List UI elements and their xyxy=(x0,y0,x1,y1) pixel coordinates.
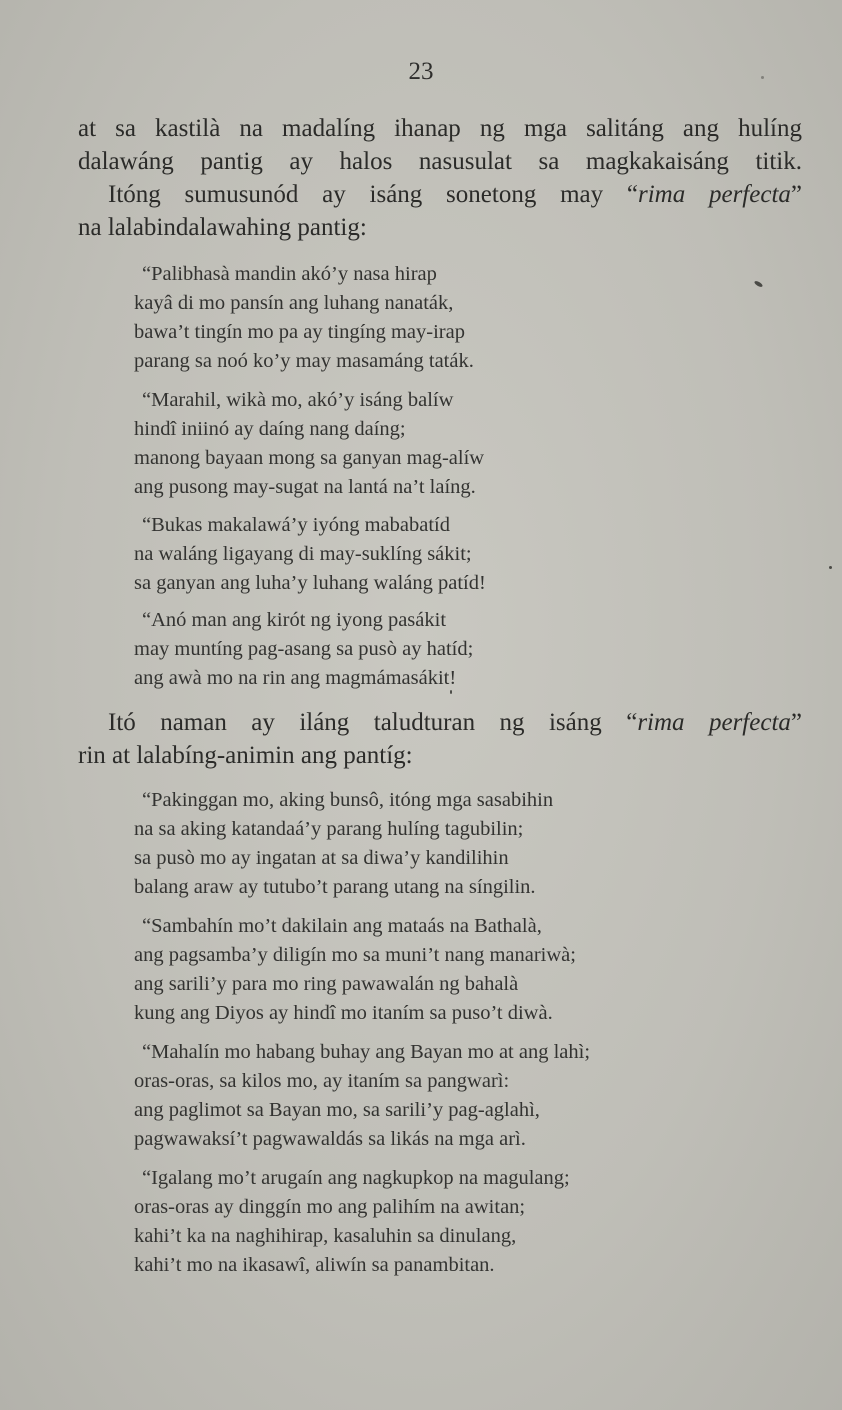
verse-line: “Igalang mo’t arugaín ang nagkupkop na magulang; xyxy=(142,1167,570,1189)
verse-line: balang araw ay tutubo’t parang utang na síngilin. xyxy=(134,876,536,898)
intro-paragraph xyxy=(78,112,802,178)
sonnet-intro-text: Itóng sumusunód ay isáng sonetong may xyxy=(108,181,627,208)
verse-line: sa pusò mo ay ingatan at sa diwa’y kandilihin xyxy=(134,847,509,869)
verse-line: “Pakinggan mo, aking bunsô, itóng mga sasabihin xyxy=(142,789,554,811)
verse-line: “Anó man ang kirót ng iyong pasákit xyxy=(142,609,447,631)
poem-stanza-1 xyxy=(134,786,590,902)
sonnet xyxy=(134,260,486,693)
verse-line: na sa aking katandaá’y parang hulíng tagubilin; xyxy=(134,818,524,840)
rima-perfecta-term: rima perfecta xyxy=(638,181,791,208)
paper-speck xyxy=(450,690,452,694)
verse-line: ang pusong may-sugat na lantá na’t laíng. xyxy=(134,476,476,498)
verse-line: “Mahalín mo habang buhay ang Bayan mo at ang lahì; xyxy=(142,1041,591,1063)
quote-close: ” xyxy=(790,181,803,208)
sonnet-stanza-1 xyxy=(134,260,486,376)
verse-line: parang sa noó ko’y may masamáng taták. xyxy=(134,350,474,372)
verse-line: “Marahil, wikà mo, akó’y isáng balíw xyxy=(142,389,454,411)
quote-open: “ xyxy=(626,181,638,208)
verse-line: “Palibhasà mandin akó’y nasa hirap xyxy=(142,263,437,285)
verse-line: oras-oras, sa kilos mo, ay itaním sa pangwarì: xyxy=(134,1070,510,1092)
poem-intro-line-2: rin at lalabíng-animin ang pantíg: xyxy=(78,742,413,769)
verse-line: ang awà mo na rin ang magmámasákit! xyxy=(134,667,457,689)
verse-line: bawa’t tingín mo pa ay tingíng may-irap xyxy=(134,321,465,343)
paper-speck xyxy=(754,280,764,288)
poem-intro-paragraph xyxy=(78,706,802,772)
intro-line-1: at sa kastilà na madalíng ihanap ng mga salitáng ang hulíng xyxy=(78,115,802,142)
verse-line: ang pagsamba’y diligín mo sa muni’t nang manariwà; xyxy=(134,944,576,966)
sonnet-stanza-3 xyxy=(134,511,486,598)
quote-open: “ xyxy=(626,709,638,736)
intro-line-2: dalawáng pantig ay halos nasusulat sa magkakaisáng titik. xyxy=(78,148,802,175)
sonnet-intro-paragraph xyxy=(78,178,802,244)
sonnet-intro-line-1 xyxy=(78,178,802,211)
rima-perfecta-term: rima perfecta xyxy=(637,709,791,736)
verse-line: pagwawaksí’t pagwawaldás sa likás na mga arì. xyxy=(134,1128,526,1150)
verse-line: ang paglimot sa Bayan mo, sa sarili’y pag-aglahì, xyxy=(134,1099,540,1121)
verse-line: oras-oras ay dinggín mo ang palihím na awitan; xyxy=(134,1196,526,1218)
verse-line: sa ganyan ang luha’y luhang waláng patíd! xyxy=(134,572,486,594)
verse-line: kung ang Diyos ay hindî mo itaním sa puso’t diwà. xyxy=(134,1002,553,1024)
poem-stanza-2 xyxy=(134,912,590,1028)
verse-line: hindî iniinó ay daíng nang daíng; xyxy=(134,418,406,440)
verse-line: “Sambahín mo’t dakilain ang mataás na Bathalà, xyxy=(142,915,542,937)
paper-speck xyxy=(761,76,764,79)
verse-line: “Bukas makalawá’y iyóng mababatíd xyxy=(142,514,450,536)
poem-intro-line-1 xyxy=(78,706,802,739)
paper-speck xyxy=(829,566,832,569)
sonnet-stanza-4 xyxy=(134,606,486,693)
sonnet-stanza-2 xyxy=(134,386,486,502)
verse-line: may muntíng pag-asang sa pusò ay hatíd; xyxy=(134,638,474,660)
quote-close: ” xyxy=(790,709,802,736)
page-number: 23 xyxy=(408,58,434,85)
verse-line: ang sarili’y para mo ring pawawalán ng bahalà xyxy=(134,973,519,995)
verse-line: manong bayaan mong sa ganyan mag-alíw xyxy=(134,447,485,469)
poem-stanza-3 xyxy=(134,1038,590,1154)
poem xyxy=(134,786,590,1280)
poem-stanza-4 xyxy=(134,1164,590,1280)
verse-line: kahi’t ka na naghihirap, kasaluhin sa dinulang, xyxy=(134,1225,517,1247)
verse-line: kayâ di mo pansín ang luhang nanaták, xyxy=(134,292,454,314)
sonnet-intro-line-2: na lalabindalawahing pantig: xyxy=(78,214,367,241)
verse-line: na waláng ligayang di may-suklíng sákit; xyxy=(134,543,472,565)
poem-intro-text: Itó naman ay iláng taludturan ng isáng xyxy=(108,709,627,736)
verse-line: kahi’t mo na ikasawî, aliwín sa panambitan. xyxy=(134,1254,495,1276)
